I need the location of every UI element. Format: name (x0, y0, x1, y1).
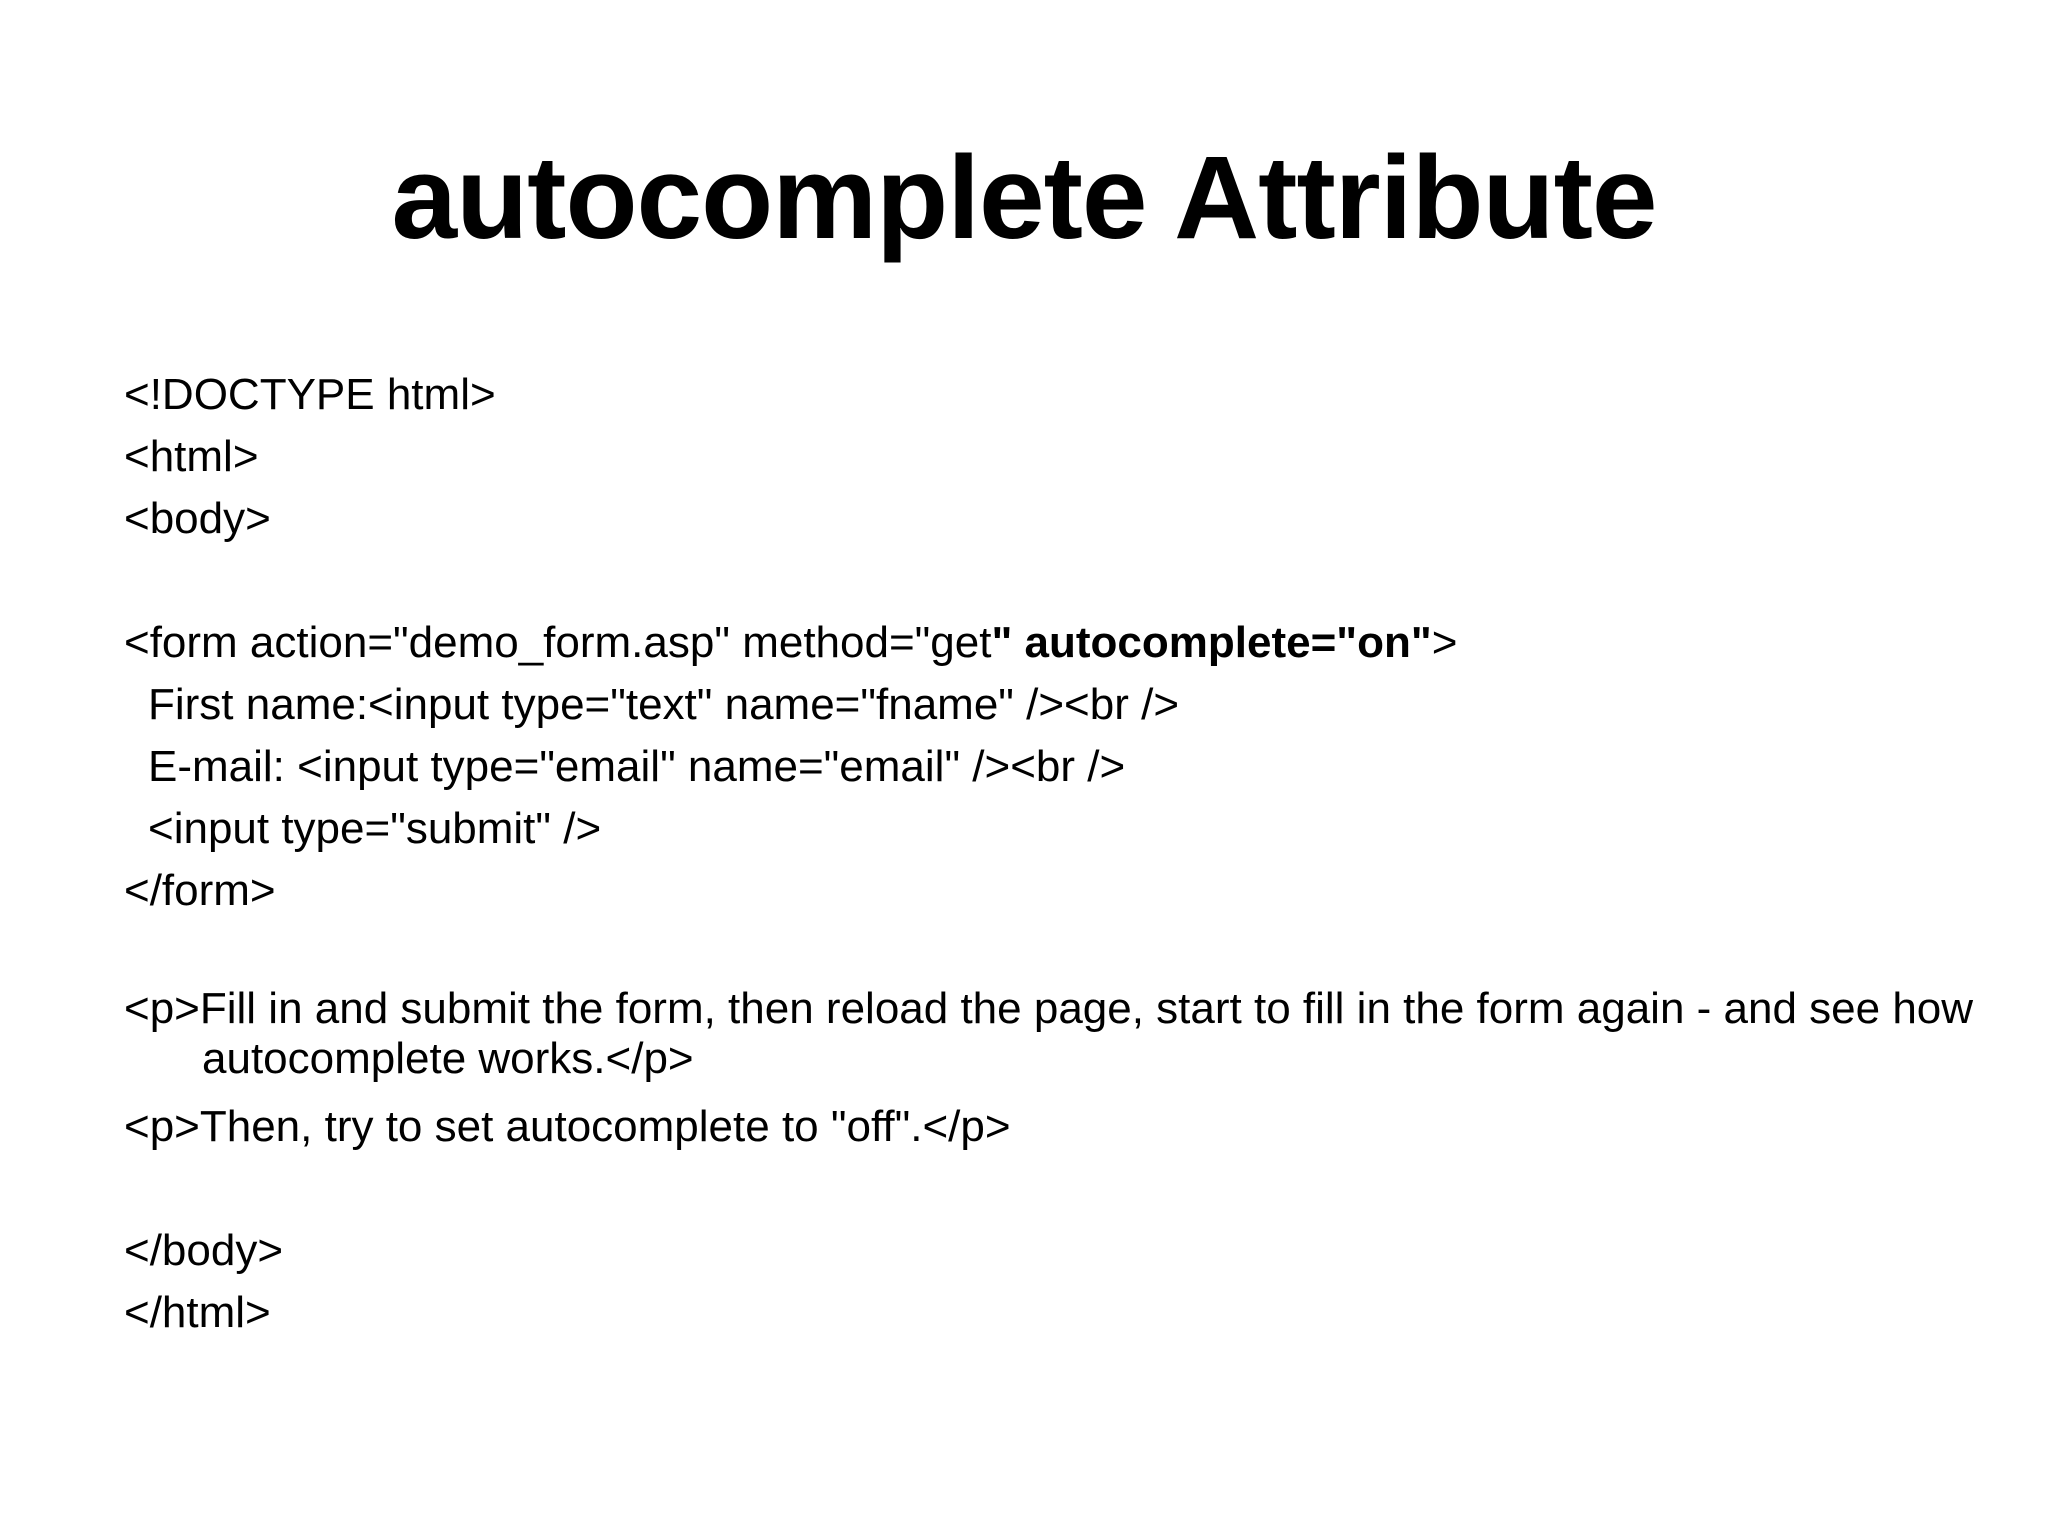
code-line-submit-input: <input type="submit" /> (148, 804, 602, 853)
code-line-fname-input: First name:<input type="text" name="fname" /><br /> (148, 680, 1180, 729)
form-open-close-bracket: > (1431, 618, 1458, 667)
autocomplete-attribute-highlight: " autocomplete="on" (991, 618, 1432, 667)
code-blank-line (124, 922, 1924, 984)
code-line-body-close: </body> (124, 1226, 284, 1275)
code-line-form-close: </form> (124, 866, 276, 915)
code-line-html-close: </html> (124, 1288, 271, 1337)
form-open-text: <form action="demo_form.asp" method="get (124, 618, 992, 667)
code-line-form-open (124, 612, 1924, 674)
code-line-doctype: <!DOCTYPE html> (124, 370, 496, 419)
code-blank-line (124, 1158, 1924, 1220)
code-line-email-input: E-mail: <input type="email" name="email" /><br /> (148, 742, 1126, 791)
code-line-paragraph-1: <p>Fill in and submit the form, then reload the page, start to fill in the form again - and see how autocomplete works.</p> (124, 984, 1974, 1083)
code-listing (124, 364, 1974, 1344)
slide-title: autocomplete Attribute (391, 132, 1657, 264)
code-line-html-open: <html> (124, 432, 259, 481)
code-line-body-open: <body> (124, 494, 271, 543)
code-line-paragraph-2: <p>Then, try to set autocomplete to "off".</p> (124, 1102, 1011, 1151)
code-blank-line (124, 550, 1924, 612)
